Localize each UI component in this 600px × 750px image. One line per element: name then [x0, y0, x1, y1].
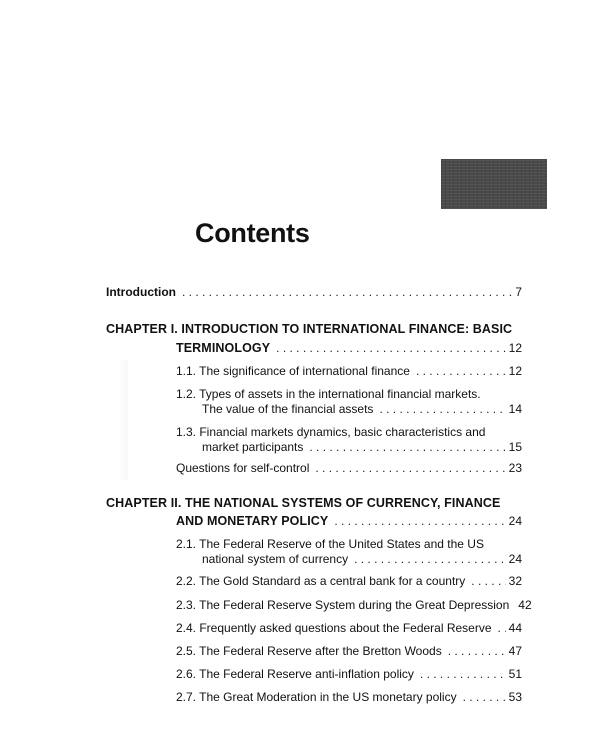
leader-dots [471, 574, 505, 589]
toc-entry-label: TERMINOLOGY [176, 341, 271, 355]
toc-entry-label: Questions for self-control [176, 461, 310, 475]
leader-dots [276, 341, 505, 356]
toc-entry-chapter-2[interactable] [176, 514, 522, 529]
toc-entry-1-3-line1[interactable]: 1.3. Financial markets dynamics, basic characteristics and [176, 425, 486, 439]
leader-dots [498, 621, 506, 636]
toc-entry-page: 15 [508, 440, 522, 454]
page-title: Contents [195, 218, 310, 248]
toc-entry-page: 12 [508, 341, 522, 355]
toc-entry-label: AND MONETARY POLICY [176, 514, 329, 528]
leader-dots [315, 461, 505, 476]
toc-entry-label: The value of the financial assets [202, 402, 374, 416]
leader-dots [309, 440, 505, 455]
toc-entry-2-1-line1[interactable]: 2.1. The Federal Reserve of the United States and the US [176, 537, 484, 551]
toc-entry-page: 44 [508, 621, 522, 635]
toc-entry-1-3[interactable] [202, 440, 522, 455]
toc-entry-label: 2.4. Frequently asked questions about the Federal Reserve [176, 621, 492, 635]
chapter-2-heading[interactable]: CHAPTER II. THE NATIONAL SYSTEMS OF CURRENCY, FINANCE [106, 496, 501, 510]
chapter-1-heading[interactable]: CHAPTER I. INTRODUCTION TO INTERNATIONAL FINANCE: BASIC [106, 322, 513, 336]
toc-entry-label: 2.2. The Gold Standard as a central bank for a country [176, 574, 466, 588]
leader-dots [463, 690, 506, 705]
toc-entry-2-6[interactable] [176, 667, 522, 682]
toc-entry-label: 1.1. The significance of international finance [176, 364, 410, 378]
corner-printed-block [441, 159, 547, 209]
toc-entry-questions-1[interactable] [176, 461, 522, 476]
toc-entry-label: 2.6. The Federal Reserve anti-inflation policy [176, 667, 414, 681]
toc-entry-2-4[interactable] [176, 621, 522, 636]
toc-entry-label: 2.3. The Federal Reserve System during the Great Depression [176, 598, 510, 612]
toc-entry-page: 51 [508, 667, 522, 681]
toc-entry-page: 47 [508, 644, 522, 658]
toc-entry-page: 42 [518, 598, 532, 612]
toc-entry-page: 32 [508, 574, 522, 588]
toc-entry-page: 53 [508, 690, 522, 704]
toc-entry-2-3[interactable] [176, 598, 532, 613]
toc-entry-page: 24 [508, 514, 522, 528]
toc-entry-page: 14 [508, 402, 522, 416]
toc-entry-1-2[interactable] [202, 402, 522, 417]
toc-entry-page: 23 [508, 461, 522, 475]
leader-dots [334, 514, 505, 529]
leader-dots [354, 552, 506, 567]
toc-entry-label: market participants [202, 440, 304, 454]
toc-entry-1-2-line1[interactable]: 1.2. Types of assets in the international financial markets. [176, 387, 481, 401]
toc-entry-page: 12 [508, 364, 522, 378]
toc-entry-2-5[interactable] [176, 644, 522, 659]
leader-dots [416, 364, 506, 379]
leader-dots [182, 285, 512, 300]
toc-entry-label: 2.5. The Federal Reserve after the Bretton Woods [176, 644, 442, 658]
leader-dots [379, 402, 505, 417]
toc-entry-label: 2.7. The Great Moderation in the US monetary policy [176, 690, 457, 704]
toc-entry-introduction[interactable] [106, 285, 522, 300]
leader-dots [420, 667, 506, 682]
scan-shadow [118, 360, 128, 480]
toc-entry-page: 7 [515, 285, 522, 299]
toc-entry-2-1[interactable] [202, 552, 522, 567]
toc-entry-2-7[interactable] [176, 690, 522, 705]
toc-entry-1-1[interactable] [176, 364, 522, 379]
toc-entry-2-2[interactable] [176, 574, 522, 589]
toc-entry-label: national system of currency [202, 552, 349, 566]
leader-dots [448, 644, 506, 659]
toc-entry-label: Introduction [106, 285, 176, 299]
toc-entry-chapter-1[interactable] [176, 341, 522, 356]
toc-entry-page: 24 [508, 552, 522, 566]
